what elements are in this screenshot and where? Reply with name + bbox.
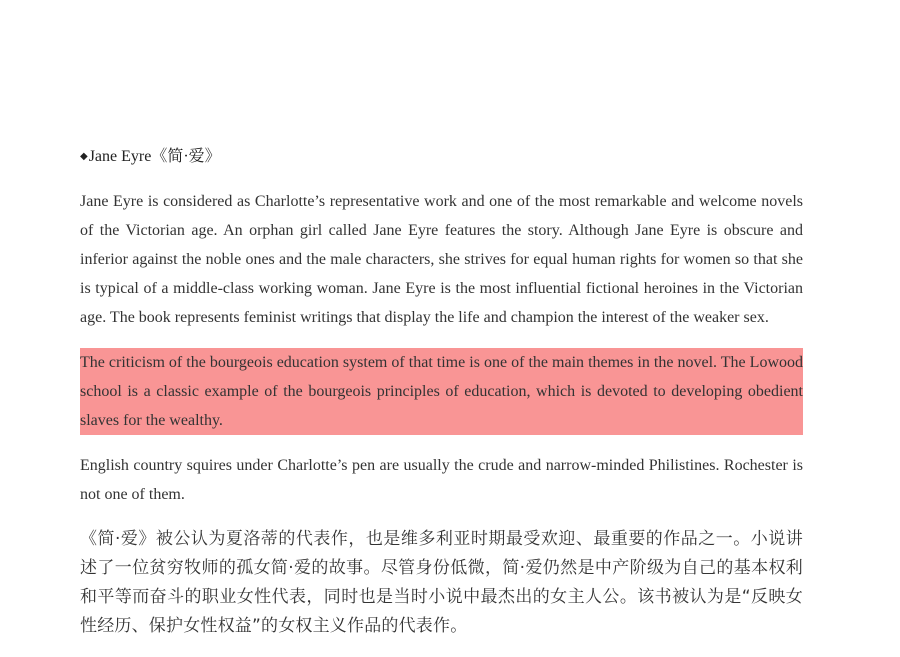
paragraph-chinese[interactable]: 《简·爱》被公认为夏洛蒂的代表作，也是维多利亚时期最受欢迎、最重要的作品之一。小说讲述了一位贫穷牧师的孤女简·爱的故事。尽管身份低微，简·爱仍然是中产阶级为自己的基本权利和平等而奋斗的职业女性代表，同时也是当时小说中最杰出的女主人公。该书被认为是“反映女性经历、保护女性权益”的女权主义作品的代表作。 [80, 529, 803, 636]
diamond-bullet-icon: ◆ [80, 151, 88, 162]
section-title[interactable]: Jane Eyre《简·爱》 [88, 148, 221, 165]
paragraph-intro[interactable]: Jane Eyre is considered as Charlotte’s representative work and one of the most remarkable and welcome novels of the Victorian age. An orphan girl called Jane Eyre features the story. Although Jane Eyre is obscure and inferior against the noble ones and the male characters, she strives for equal human rights for women so that she is typical of a middle-class working woman. Jane Eyre is the most influential fictional heroines in the Victorian age. The book represents feminist writings that display the life and champion the interest of the weaker sex. [80, 193, 803, 326]
paragraph-squires[interactable]: English country squires under Charlotte’s pen are usually the crude and narrow-minded Philistines. Rochester is not one of them. [80, 457, 803, 503]
paragraph-highlighted[interactable]: The criticism of the bourgeois education system of that time is one of the main themes in the novel. The Lowood school is a classic example of the bourgeois principles of education, which is devoted to developing obedient slaves for the wealthy. [80, 348, 803, 435]
section-heading [80, 144, 803, 170]
document-body [80, 144, 803, 657]
